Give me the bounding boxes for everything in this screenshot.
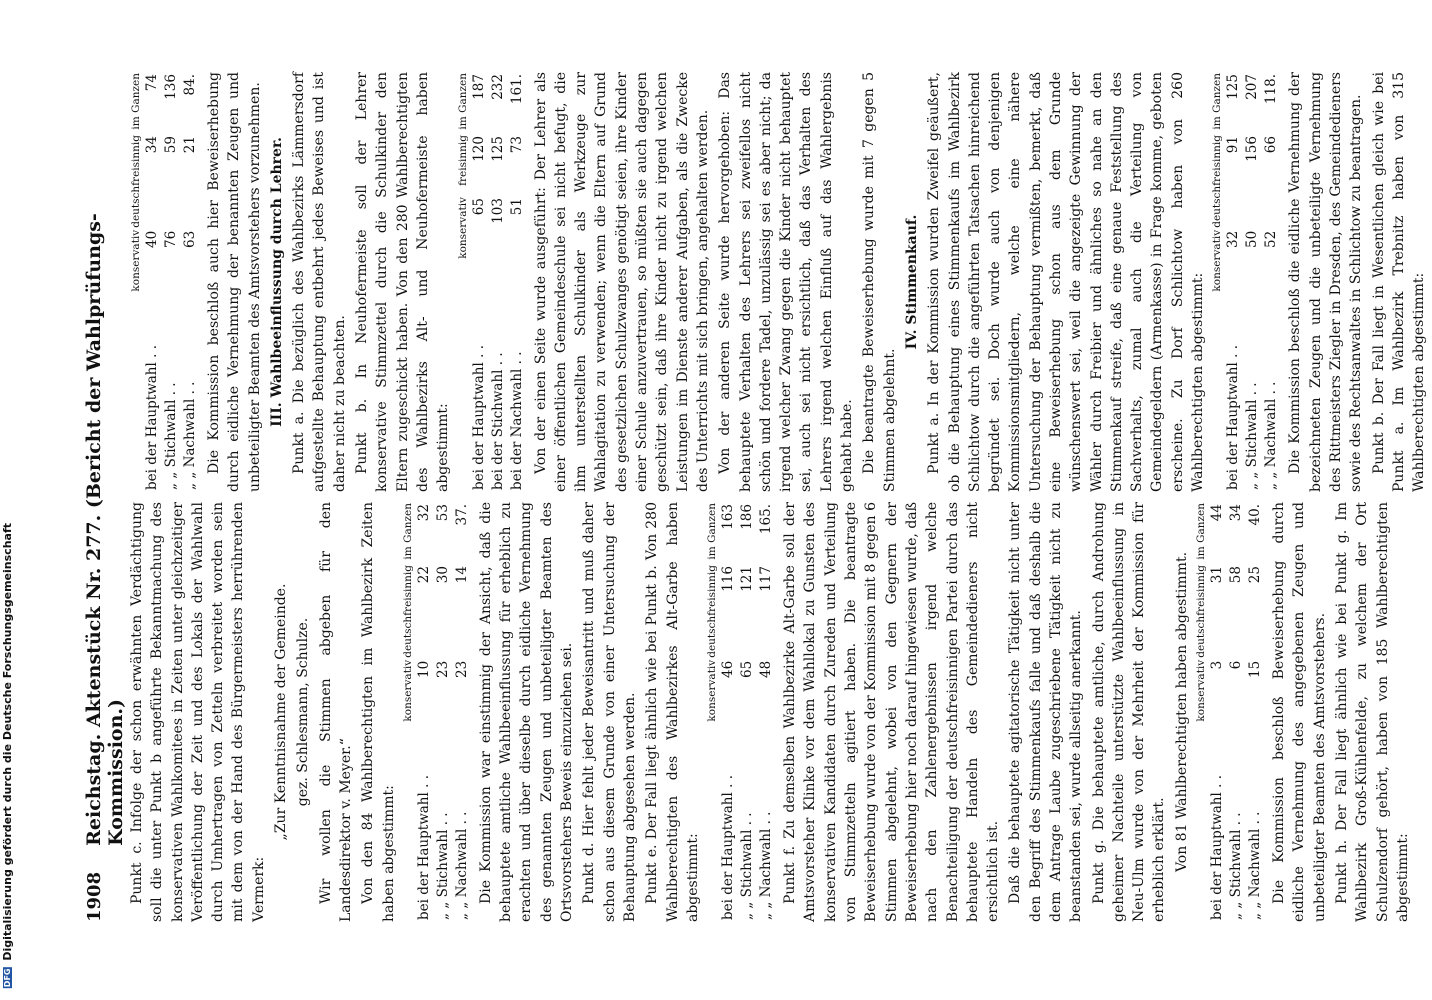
paragraph: Die beantragte Beweiserhebung wurde mit 7 gegen 5 Stimmen abgelehnt.: [861, 72, 898, 492]
section-heading: III. Wahlbeeinflussung durch Lehrer.: [268, 137, 285, 427]
table-header: konservativ: [401, 659, 414, 722]
table-row: bei der Hauptwahl . . 46 116 163: [720, 504, 737, 920]
paragraph: Von 81 Wahlberechtigten haben abgestimmt.: [1173, 551, 1190, 873]
scanned-page: [15, 0, 1432, 1000]
credit-text: Digitalisierung gefördert durch die Deutsche Forschungsgemeinschaft: [1, 522, 14, 961]
table-header: konservativ: [130, 229, 142, 292]
table-header: konservativ: [456, 197, 469, 259]
table-row: „ „ Stichwahl . . 50 156 207: [1244, 74, 1261, 490]
paragraph-punkt-b: Punkt b. Der Fall liegt in Wesentlichen gleich wie bei Punkt a. Im Wahlbezirk Trebnitz haben von 315 Wahlberechtigten abgestimmt:: [1370, 72, 1428, 492]
page-year: 1908: [84, 871, 105, 922]
paragraph: Daß die behauptete agitatorische Tätigkeit nicht unter den Begriff des Stimmenkaufs falle und daß deshalb die dem Antrage Laube zugeschriebene Tätigkeit nicht zu beanstanden sei, wurde allseitig anerkannt.: [1007, 502, 1085, 922]
paragraph-punkt-e: Punkt e. Der Fall liegt ähnlich wie bei Punkt b. Von 280 Wahlberechtigten des Wahlbezirkes Alt-Garbe haben abgestimmt:: [644, 502, 701, 922]
table-header: deutschfreisinnig: [1211, 135, 1224, 228]
table-row: „ „ Nachwahl . . 52 66 118.: [1263, 74, 1280, 490]
paragraph-punkt-a: Punkt a. Die bezüglich des Wahlbezirks Lämmersdorf aufgestellte Behauptung entbehrt jedes Beweises und ist daher nicht zu beachten.: [291, 72, 348, 492]
page-title: Reichstag. Aktenstück Nr. 277. (Bericht der Wahlprüfungs-Kommission.): [83, 213, 127, 846]
table-row: bei der Hauptwahl . . 10 22 32: [415, 504, 432, 920]
table-header: deutschfreisinnig: [1195, 565, 1208, 658]
table-row: „ „ Nachwahl . . 23 14 37.: [453, 504, 470, 920]
vote-table-g: [1194, 502, 1265, 922]
paragraph-punkt-f: Punkt f. Zu demselben Wahlbezirke Alt-Garbe soll der Amtsvorsteher Klinke vor dem Wahllokal zu Gunsten des konservativen Kandidaten durch Zureden und Verteilung von Stimmzetteln agitiert haben. Die beantragte Beweiserhebung wurde von der Kommission mit 8 gegen 6 Stimmen abgelehnt, wobei von den Gegnern der Beweiserhebung hier noch darauf hingewiesen wurde, daß nach den Zahlenergebnissen irgend welche Benachteiligung der deutschfreisinnigen Partei durch das behauptete Handeln des Gemeindedieners nicht ersichtlich ist.: [782, 502, 1002, 922]
paragraph-punkt-h: Punkt h. Der Fall liegt ähnlich wie bei Punkt g. Im Wahlbezirk Groß-Kühlenfelde, zu welchem der Ort Schulzendorf gehört, haben von 185 Wahlberechtigten abgestimmt:: [1333, 502, 1411, 922]
table-header: im Ganzen: [456, 73, 469, 130]
paragraph: Von den 84 Wahlberechtigten im Wahlbezirk Zeiten haben abgestimmt:: [360, 502, 397, 922]
paragraph-punkt-b: Punkt b. In Neuhofermeiste soll der Lehrer konservative Stimmzettel durch die Schulkinder den Eltern zugeschickt haben. Von den 280 Wahlberechtigten des Wahlbezirks Alt- und Neuhofermeiste haben abgestimmt:: [354, 72, 452, 492]
table-row: „ „ Stichwahl . . 23 30 53: [434, 504, 451, 920]
table-row: bei der Hauptwahl . . 40 34 74: [144, 74, 160, 490]
table-header: im Ganzen: [1195, 503, 1208, 560]
paragraph: Von der einen Seite wurde ausgeführt: Der Lehrer als einer öffentlichen Gemeindeschule sei nicht befugt, die ihm unterstellten Schulkinder als Werkzeuge zur Wahlagitation zu verwenden; wenn die Eltern auf Grund des gesetzlichen Schulzwanges genötigt seien, ihre Kinder einer Schule anzuvertrauen, so müßten sie auch dagegen geschützt sein, daß ihre Kinder nicht zu irgend welchen Leistungen im Dienste anderer Aufgaben, als die Zwecke des Unterrichts mit sich bringen, angehalten werden.: [532, 72, 711, 492]
table-row: „ „ Stichwahl . . 76 59 136: [163, 74, 179, 490]
table-row: bei der Stichwahl . . 103 125 232: [489, 74, 506, 490]
quote-line: Wir wollen die Stimmen abgeben für den Landesdirektor v. Meyer.“: [317, 502, 354, 922]
scan-margin: [0, 0, 15, 1000]
table-row: „ „ Stichwahl . . 65 121 186: [739, 504, 756, 920]
table-header: konservativ: [706, 659, 719, 722]
left-column: [127, 502, 1415, 922]
table-row: bei der Hauptwahl . . 65 120 187: [470, 74, 487, 490]
vote-table-b3: [456, 72, 527, 492]
quote-signature: gez. Schlesmann, Schulze.: [295, 617, 312, 807]
paragraph: Die Kommission war einstimmig der Ansicht, daß die behauptete amtliche Wahlbeeinflussung für erheblich zu erachten und über dieselbe durch eidliche Vernehmung des genannten Zeugen und unbeteiligter Beamten des Ortsvorstehers Beweis einzuziehen sei.: [477, 502, 576, 922]
table-header: deutschfreisinnig: [706, 565, 719, 658]
dfg-logo-icon: DFG: [3, 968, 12, 987]
table-header: deutschfreisinnig: [401, 565, 414, 658]
paragraph: Die Kommission beschloß die eidliche Vernehmung der bezeichneten Zeugen und die unbeteiligte Vernehmung des Rittmeisters Ziegler in Dresden, des Gemeindedieners sowie des Rechtsanwaltes in Schlichtow zu beantragen.: [1287, 72, 1365, 492]
table-header: im Ganzen: [130, 73, 142, 130]
digitization-credit: [1, 523, 14, 988]
paragraph: Die Kommission beschloß auch hier Beweiserhebung durch eidliche Vernehmung der benannten Zeugen und unbeteiligter Beamten des Amtsvorstehers vorzunehmen.: [206, 72, 263, 492]
vote-table-c: [401, 502, 472, 922]
paragraph-punkt-d: Punkt d. Hier fehlt jeder Beweisantritt und muß daher schon aus diesem Grunde von einer Untersuchung der Behauptung abgesehen werden.: [581, 502, 638, 922]
table-row: bei der Hauptwahl . . 32 91 125: [1225, 74, 1242, 490]
paragraph: Von der anderen Seite wurde hervorgehoben: Das behauptete Verhalten des Lehrers sei zweifellos nicht schön und fordere Tadel, unzulässig sei es aber nicht; da irgend welcher Zwang gegen die Kinder nicht behauptet sei, auch sei nicht ersichtlich, daß das Verhalten des Lehrers irgend welchen Einfluß auf das Wahlergebnis gehabt habe.: [717, 72, 856, 492]
table-header: konservativ: [1211, 229, 1224, 292]
table-header: freisinnig: [456, 135, 469, 186]
vote-table-h: [129, 72, 200, 492]
paragraph-punkt-a: Punkt a. In der Kommission wurden Zweifel geäußert, ob die Behauptung eines Stimmenkaufs im Wahlbezirk Schlichtow durch die angeführten Tatsachen hinreichend begründet sei. Doch wurde auch von denjenigen Kommissionsmitgliedern, welche eine nähere Untersuchung der Behauptung vermißten, bemerkt, daß eine Beweiserhebung schon aus dem Grunde wünschenswert sei, weil die angezeigte Gewinnung der Wähler durch Freibier und ähnliches so nahe an den Stimmenkauf streife, daß eine genaue Feststellung des Sachverhalts, zumal auch die Verteilung von Gemeindegeldern (Armenkasse) in Frage komme, geboten erscheine. Zu Dorf Schlichtow haben von 260 Wahlberechtigten abgestimmt:: [926, 72, 1207, 492]
table-row: bei der Nachwahl . . 51 73 161.: [508, 74, 525, 490]
table-header: im Ganzen: [706, 503, 719, 560]
section-heading: IV. Stimmenkauf.: [903, 214, 920, 350]
right-column: [127, 72, 1431, 492]
page-header: [83, 72, 127, 922]
quote-line: „Zur Kenntnisnahme der Gemeinde.: [273, 583, 290, 841]
table-header: deutschfreisinnig: [130, 135, 142, 228]
paragraph-punkt-c: Punkt c. Infolge der schon erwähnten Verdächtigung soll die unter Punkt b angeführte Bekanntmachung des konservativen Wahlkomitees in Zeiten unter gleichzeitiger Veröffentlichung der Zeit und des Lokals der Wahlwahl durch Umhertragen von Zetteln verbreitet worden sein mit dem von der Hand des Bürgermeisters herrührenden Vermerk:: [129, 502, 267, 922]
vote-table-e: [705, 502, 776, 922]
table-header: konservativ: [1195, 659, 1208, 722]
paragraph-punkt-g: Punkt g. Die behauptete amtliche, durch Androhung geheimer Nachteile unterstützte Wahlbeeinflussung in Neu-Ulm wurde von der Mehrheit der Kommission für erheblich erklärt.: [1090, 502, 1168, 922]
vote-table-a4: [1210, 72, 1281, 492]
table-row: „ „ Nachwahl . . 15 25 40.: [1247, 504, 1264, 920]
table-header: im Ganzen: [401, 503, 414, 560]
table-row: bei der Hauptwahl . . 3 31 44: [1209, 504, 1226, 920]
table-row: „ „ Stichwahl . . 6 58 34: [1228, 504, 1245, 920]
paragraph: Die Kommission beschloß Beweiserhebung durch eidliche Vernehmung des angegebenen Zeugen und unbeteiligter Beamten des Amtsvorstehers.: [1271, 502, 1328, 922]
table-header: im Ganzen: [1211, 73, 1224, 130]
table-row: „ „ Nachwahl . . 63 21 84.: [182, 74, 198, 490]
table-row: „ „ Nachwahl . . 48 117 165.: [758, 504, 775, 920]
